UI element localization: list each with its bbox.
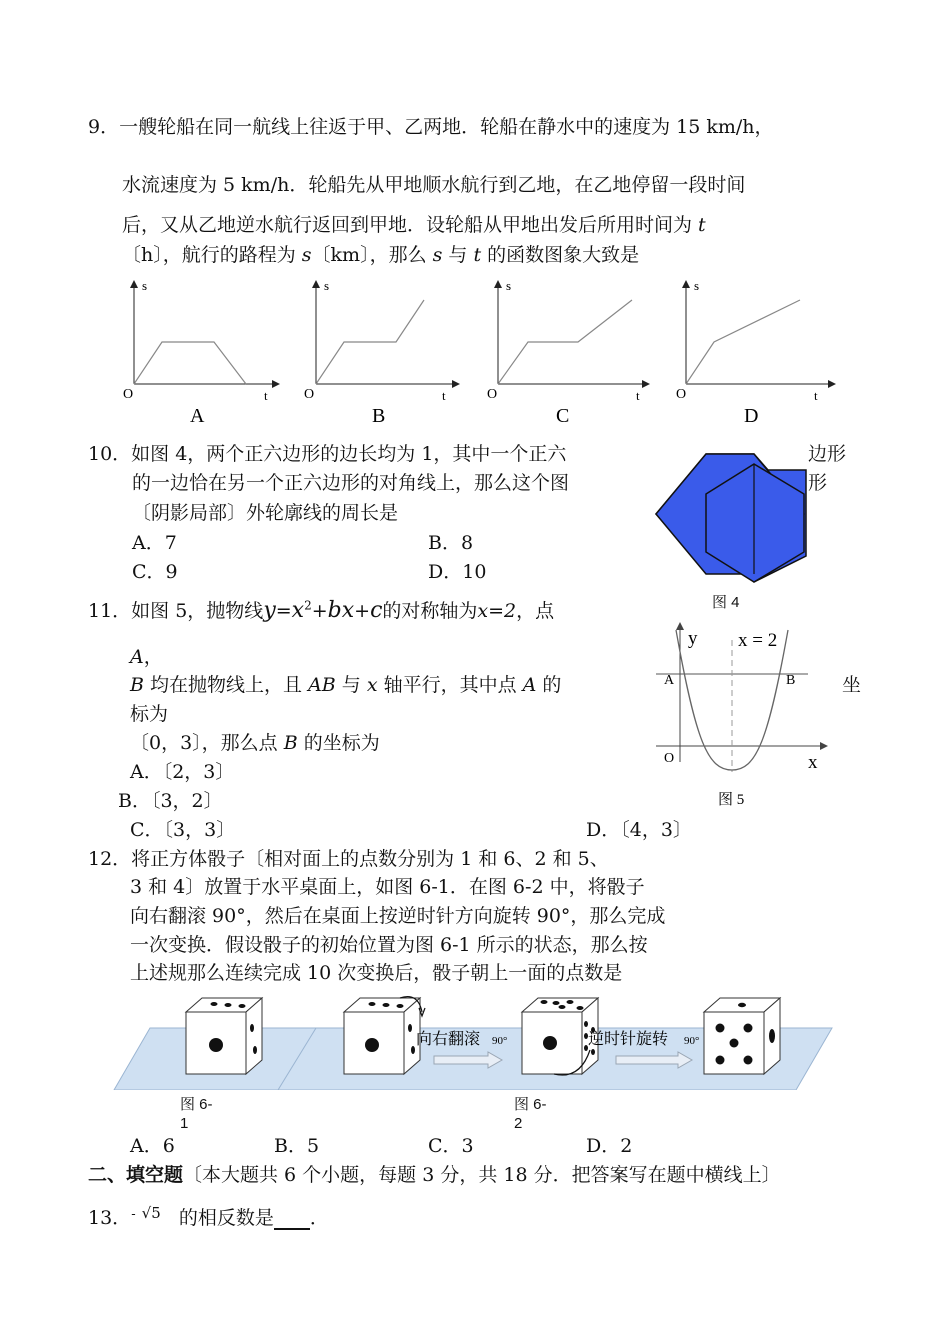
fig5-point-a: A <box>664 673 675 688</box>
q9-line3: 后，又从乙地逆水航行返回到甲地．设轮船从甲地出发后所用时间为 t <box>122 214 706 236</box>
figure-4-hexagons <box>650 448 815 588</box>
graph-d <box>676 278 832 427</box>
q10-line1-tail: 边形 <box>808 443 847 465</box>
q11-line5: 〔0，3〕，那么点 B 的坐标为 <box>130 732 380 754</box>
graph-a <box>123 278 276 427</box>
q12-option-b: B．5 <box>274 1135 320 1157</box>
graph-a-curve <box>134 342 246 384</box>
q11-option-d: D．〔4，3〕 <box>586 819 692 841</box>
q12-line5: 上述规那么连续完成 10 次变换后，骰子朝上一面的点数是 <box>130 962 623 984</box>
graph-c-s: s <box>506 278 512 293</box>
section2-heading <box>88 1164 781 1187</box>
fig5-axis-label: x = 2 <box>738 630 778 651</box>
q12-line4: 一次变换．假设骰子的初始位置为图 6-1 所示的状态，那么按 <box>130 934 648 956</box>
graph-c-label: C <box>556 405 570 427</box>
fig6-1-caption-a: 图 6- <box>180 1096 213 1113</box>
graph-c-origin: O <box>487 387 498 402</box>
q11-option-a: A．〔2，3〕 <box>130 761 235 783</box>
q12-line3: 向右翻滚 90°，然后在桌面上按逆时针方向旋转 90°，那么完成 <box>130 905 666 927</box>
graph-b-t: t <box>442 388 446 403</box>
q10-line1: 10．如图 4，两个正六边形的边长均为 1，其中一个正六 <box>88 443 567 465</box>
q11-line2: A， <box>130 646 163 668</box>
graph-c <box>487 278 646 427</box>
step2-label: 逆时针旋转 <box>588 1031 669 1048</box>
fig5-caption: 图 5 <box>718 792 745 808</box>
q9-line1: 9．一艘轮船在同一航线上往返于甲、乙两地．轮船在静水中的速度为 15 km/h， <box>88 116 774 138</box>
graph-d-t: t <box>814 388 818 403</box>
q12-option-d: D．2 <box>586 1135 633 1157</box>
graph-c-t: t <box>636 388 640 403</box>
q9-line4: 〔h〕，航行的路程为 s〔km〕，那么 s 与 t 的函数图象大致是 <box>122 244 640 266</box>
q12-line1: 12．将正方体骰子〔相对面上的点数分别为 1 和 6、2 和 5、 <box>88 848 609 870</box>
q11-option-b: B．〔3，2〕 <box>118 790 223 812</box>
graph-b-origin: O <box>304 387 315 402</box>
q13: 13．- $^{√5}$ 的相反数是 ． <box>88 1204 329 1229</box>
q10-option-b: B．8 <box>428 532 474 554</box>
q11-option-c: C．〔3，3〕 <box>130 819 236 841</box>
q9-line2: 水流速度为 5 km/h．轮船先从甲地顺水航行到乙地，在乙地停留一段时间 <box>122 174 746 196</box>
step1-label: 向右翻滚 <box>416 1031 481 1048</box>
fig6-2-caption-a: 图 6- <box>514 1096 547 1113</box>
q10-option-a: A．7 <box>132 532 177 554</box>
graph-b-curve <box>316 300 424 384</box>
q10-line3: 〔阴影局部〕外轮廓线的周长是 <box>132 502 399 524</box>
q11-line3-tail: 坐 <box>842 674 862 696</box>
section2-title: 二、填空题 <box>88 1164 184 1186</box>
fig5-point-b: B <box>786 673 796 688</box>
q10-line2-tail: 形 <box>808 472 828 494</box>
graph-a-t: t <box>264 388 268 403</box>
fig6-1-caption-b: 1 <box>180 1115 189 1132</box>
q12-line2: 3 和 4〕放置于水平桌面上，如图 6-1．在图 6-2 中，将骰子 <box>130 876 645 898</box>
graph-d-curve <box>686 300 800 384</box>
graph-a-label: A <box>190 405 205 427</box>
graph-b-label: B <box>372 405 386 427</box>
fig5-y: y <box>688 628 698 649</box>
q13-answer-blank[interactable] <box>274 1210 310 1230</box>
q10-option-d: D．10 <box>428 561 487 583</box>
graph-d-origin: O <box>676 387 687 402</box>
graph-c-curve <box>498 300 632 384</box>
q11-line1: 11．如图 5，抛物线$y=x^2+bx+c$的对称轴为x=2，点 <box>88 598 555 623</box>
figure-4-caption: 图 4 <box>712 594 740 611</box>
q11-line3: B 均在抛物线上，且 AB 与 x 轴平行，其中点 A 的 <box>130 674 562 696</box>
fig5-origin: O <box>664 751 675 766</box>
die-2 <box>344 997 425 1074</box>
die-3 <box>522 998 598 1075</box>
graph-a-s: s <box>142 278 148 293</box>
q10-option-c: C．9 <box>132 561 178 583</box>
q11-line4: 标为 <box>130 703 169 725</box>
q9-graphs <box>110 278 850 428</box>
graph-b <box>304 278 456 427</box>
graph-d-label: D <box>744 405 759 427</box>
step1-deg: 90° <box>492 1035 508 1047</box>
die-1 <box>186 998 262 1074</box>
fig6-2-caption-b: 2 <box>514 1115 523 1132</box>
section2-desc: 〔本大题共 6 个小题，每题 3 分，共 18 分．把答案写在题中横线上〕 <box>183 1164 781 1186</box>
figure-6-dice <box>110 990 840 1090</box>
q12-option-a: A．6 <box>130 1135 175 1157</box>
step2-deg: 90° <box>684 1035 700 1047</box>
graph-d-s: s <box>694 278 700 293</box>
q12-option-c: C．3 <box>428 1135 474 1157</box>
q10-line2: 的一边恰在另一个正六边形的对角线上，那么这个图 <box>132 472 570 494</box>
graph-a-origin: O <box>123 387 134 402</box>
fig5-x: x <box>808 752 818 773</box>
figure-5-parabola <box>648 622 838 812</box>
die-4 <box>704 998 780 1074</box>
graph-b-s: s <box>324 278 330 293</box>
